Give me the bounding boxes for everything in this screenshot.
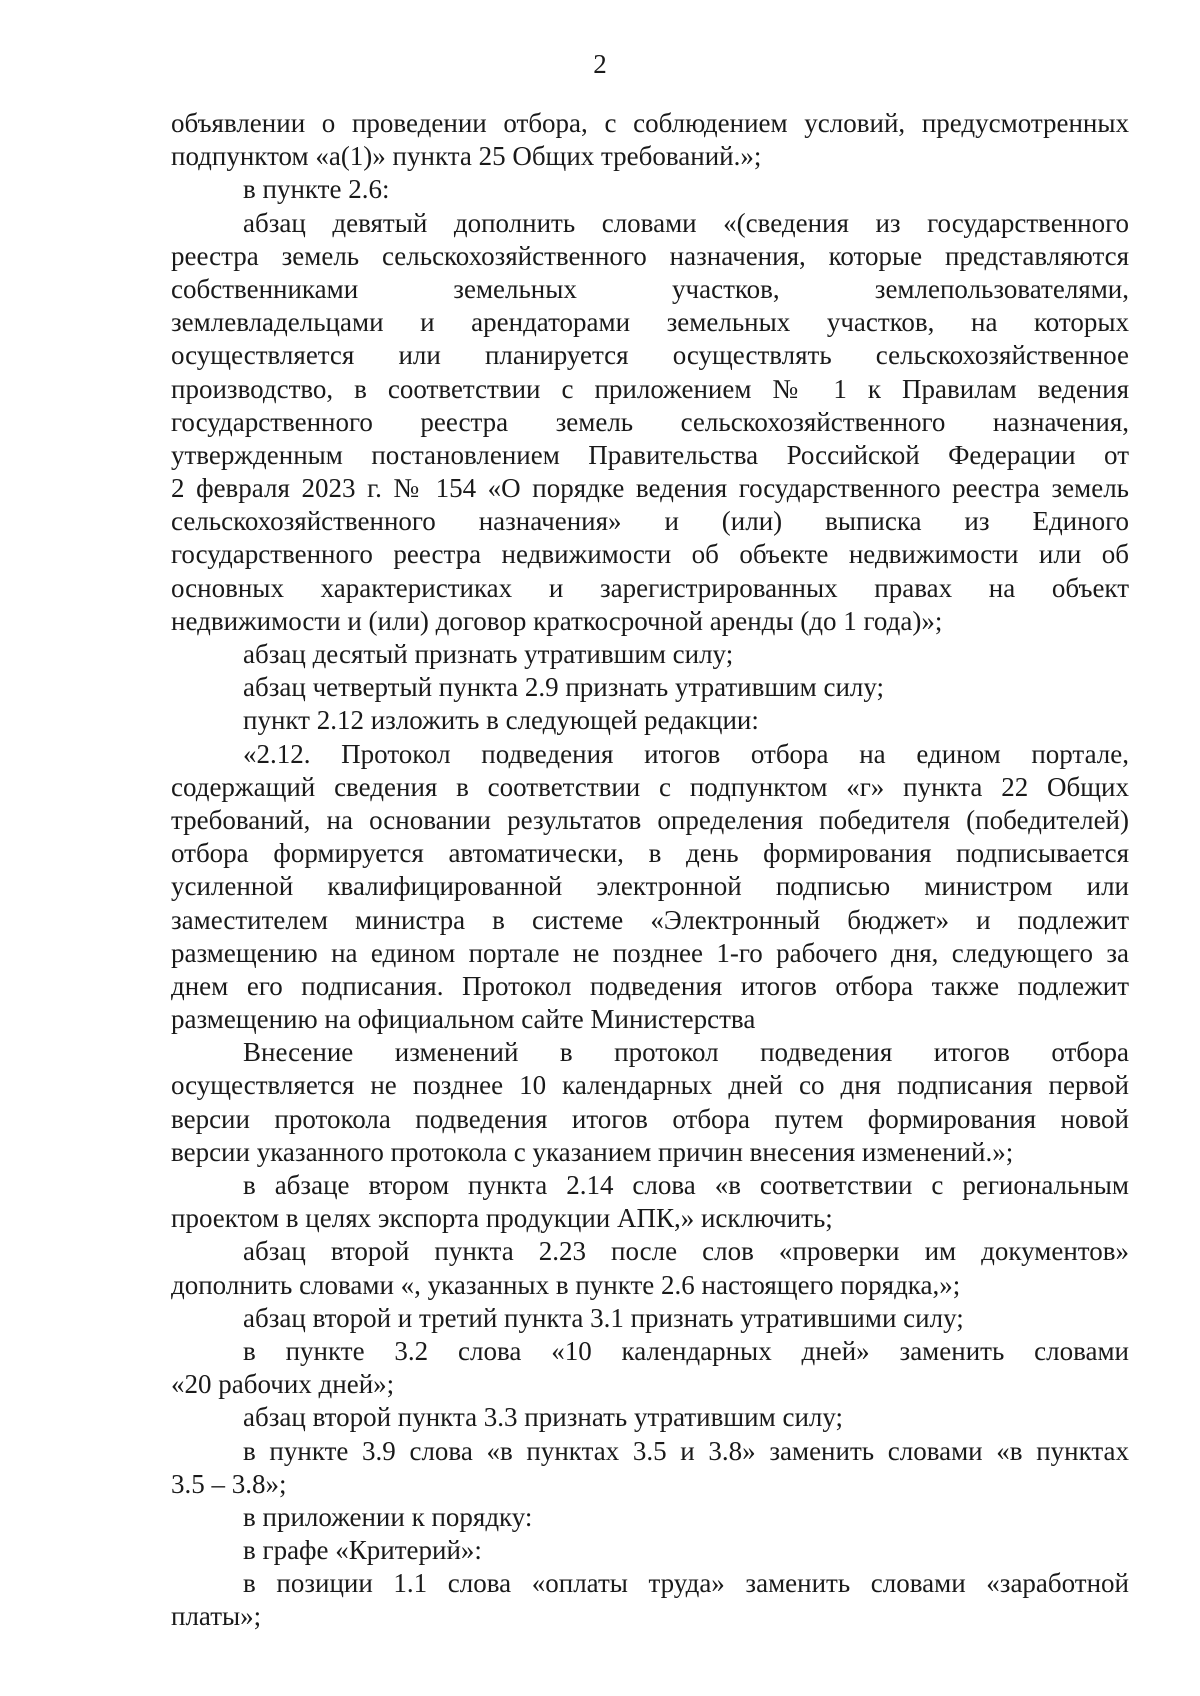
text-line: подпунктом «а(1)» пункта 25 Общих требований.»; [171,141,762,172]
text-line: реестра земель сельскохозяйственного назначения, которые представляются [171,240,1129,271]
text-line: абзац четвертый пункта 2.9 признать утратившим силу; [243,672,885,703]
text-line: в абзаце втором пункта 2.14 слова «в соответствии с региональным [243,1170,1129,1200]
text-line: усиленной квалифицированной электронной подписью министром или [171,871,1129,902]
text-line: версии указанного протокола с указанием причин внесения изменений.»; [171,1136,1014,1167]
text-line: государственного реестра недвижимости об объекте недвижимости или об [171,539,1129,570]
text-line: абзац десятый признать утратившим силу; [243,639,734,669]
page-number: 2 [593,49,607,79]
document-body [171,107,1129,1634]
text-line: абзац девятый дополнить словами «(сведения из государственного [243,207,1129,238]
text-line: содержащий сведения в соответствии с подпунктом «г» пункта 22 Общих [171,771,1129,802]
text-line: «2.12. Протокол подведения итогов отбора на едином портале, [243,738,1129,769]
text-line: в позиции 1.1 слова «оплаты труда» заменить словами «заработной [243,1568,1129,1599]
text-line: государственного реестра земель сельскохозяйственного назначения, [171,406,1129,437]
text-line: землевладельцами и арендаторами земельных участков, на которых [171,307,1129,338]
text-line: заместителем министра в системе «Электронный бюджет» и подлежит [171,904,1129,935]
text-line: проектом в целях экспорта продукции АПК,» исключить; [171,1203,833,1234]
text-line: в пункте 3.2 слова «10 календарных дней» заменить словами [243,1335,1129,1366]
text-line: осуществляется не позднее 10 календарных дней со дня подписания первой [171,1070,1129,1101]
text-line: основных характеристиках и зарегистрированных правах на объект [171,572,1129,603]
text-line: дополнить словами «, указанных в пункте 2.6 настоящего порядка,»; [171,1269,961,1300]
text-line: утвержденным постановлением Правительства Российской Федерации от [171,439,1129,470]
text-line: абзац второй пункта 3.3 признать утратившим силу; [243,1402,844,1433]
text-line: требований, на основании результатов определения победителя (победителей) [171,804,1129,835]
text-line: в приложении к порядку: [243,1501,533,1532]
text-line: в пункте 3.9 слова «в пунктах 3.5 и 3.8» заменить словами «в пунктах [243,1435,1129,1466]
text-line: абзац второй пункта 2.23 после слов «проверки им документов» [243,1236,1129,1267]
text-line: Внесение изменений в протокол подведения итогов отбора [243,1037,1129,1068]
text-line: отбора формируется автоматически, в день формирования подписывается [171,838,1129,869]
text-line: в графе «Критерий»: [243,1535,482,1566]
text-line: абзац второй и третий пункта 3.1 признать утратившими силу; [243,1302,964,1333]
text-line: объявлении о проведении отбора, с соблюдением условий, предусмотренных [171,108,1129,138]
text-line: осуществляется или планируется осуществлять сельскохозяйственное [171,340,1129,371]
text-line: недвижимости и (или) договор краткосрочной аренды (до 1 года)»; [171,605,943,636]
text-line: версии протокола подведения итогов отбора путем формирования новой [171,1103,1129,1134]
text-line: сельскохозяйственного назначения» и (или) выписка из Единого [171,506,1129,537]
text-line: днем его подписания. Протокол подведения итогов отбора также подлежит [171,970,1129,1001]
text-line: в пункте 2.6: [243,174,390,205]
text-line: «20 рабочих дней»; [171,1369,395,1400]
text-line: платы»; [171,1601,262,1632]
text-line: размещению на официальном сайте Министерства [171,1004,756,1035]
text-line: пункт 2.12 изложить в следующей редакции: [243,705,759,736]
text-line: 3.5 – 3.8»; [171,1468,287,1499]
text-line: 2 февраля 2023 г. № 154 «О порядке ведения государственного реестра земель [171,473,1129,504]
text-line: размещению на едином портале не позднее 1-го рабочего дня, следующего за [171,937,1129,968]
text-line: производство, в соответствии с приложением № 1 к Правилам ведения [171,373,1129,404]
text-line: собственниками земельных участков, землепользователями, [171,273,1129,304]
